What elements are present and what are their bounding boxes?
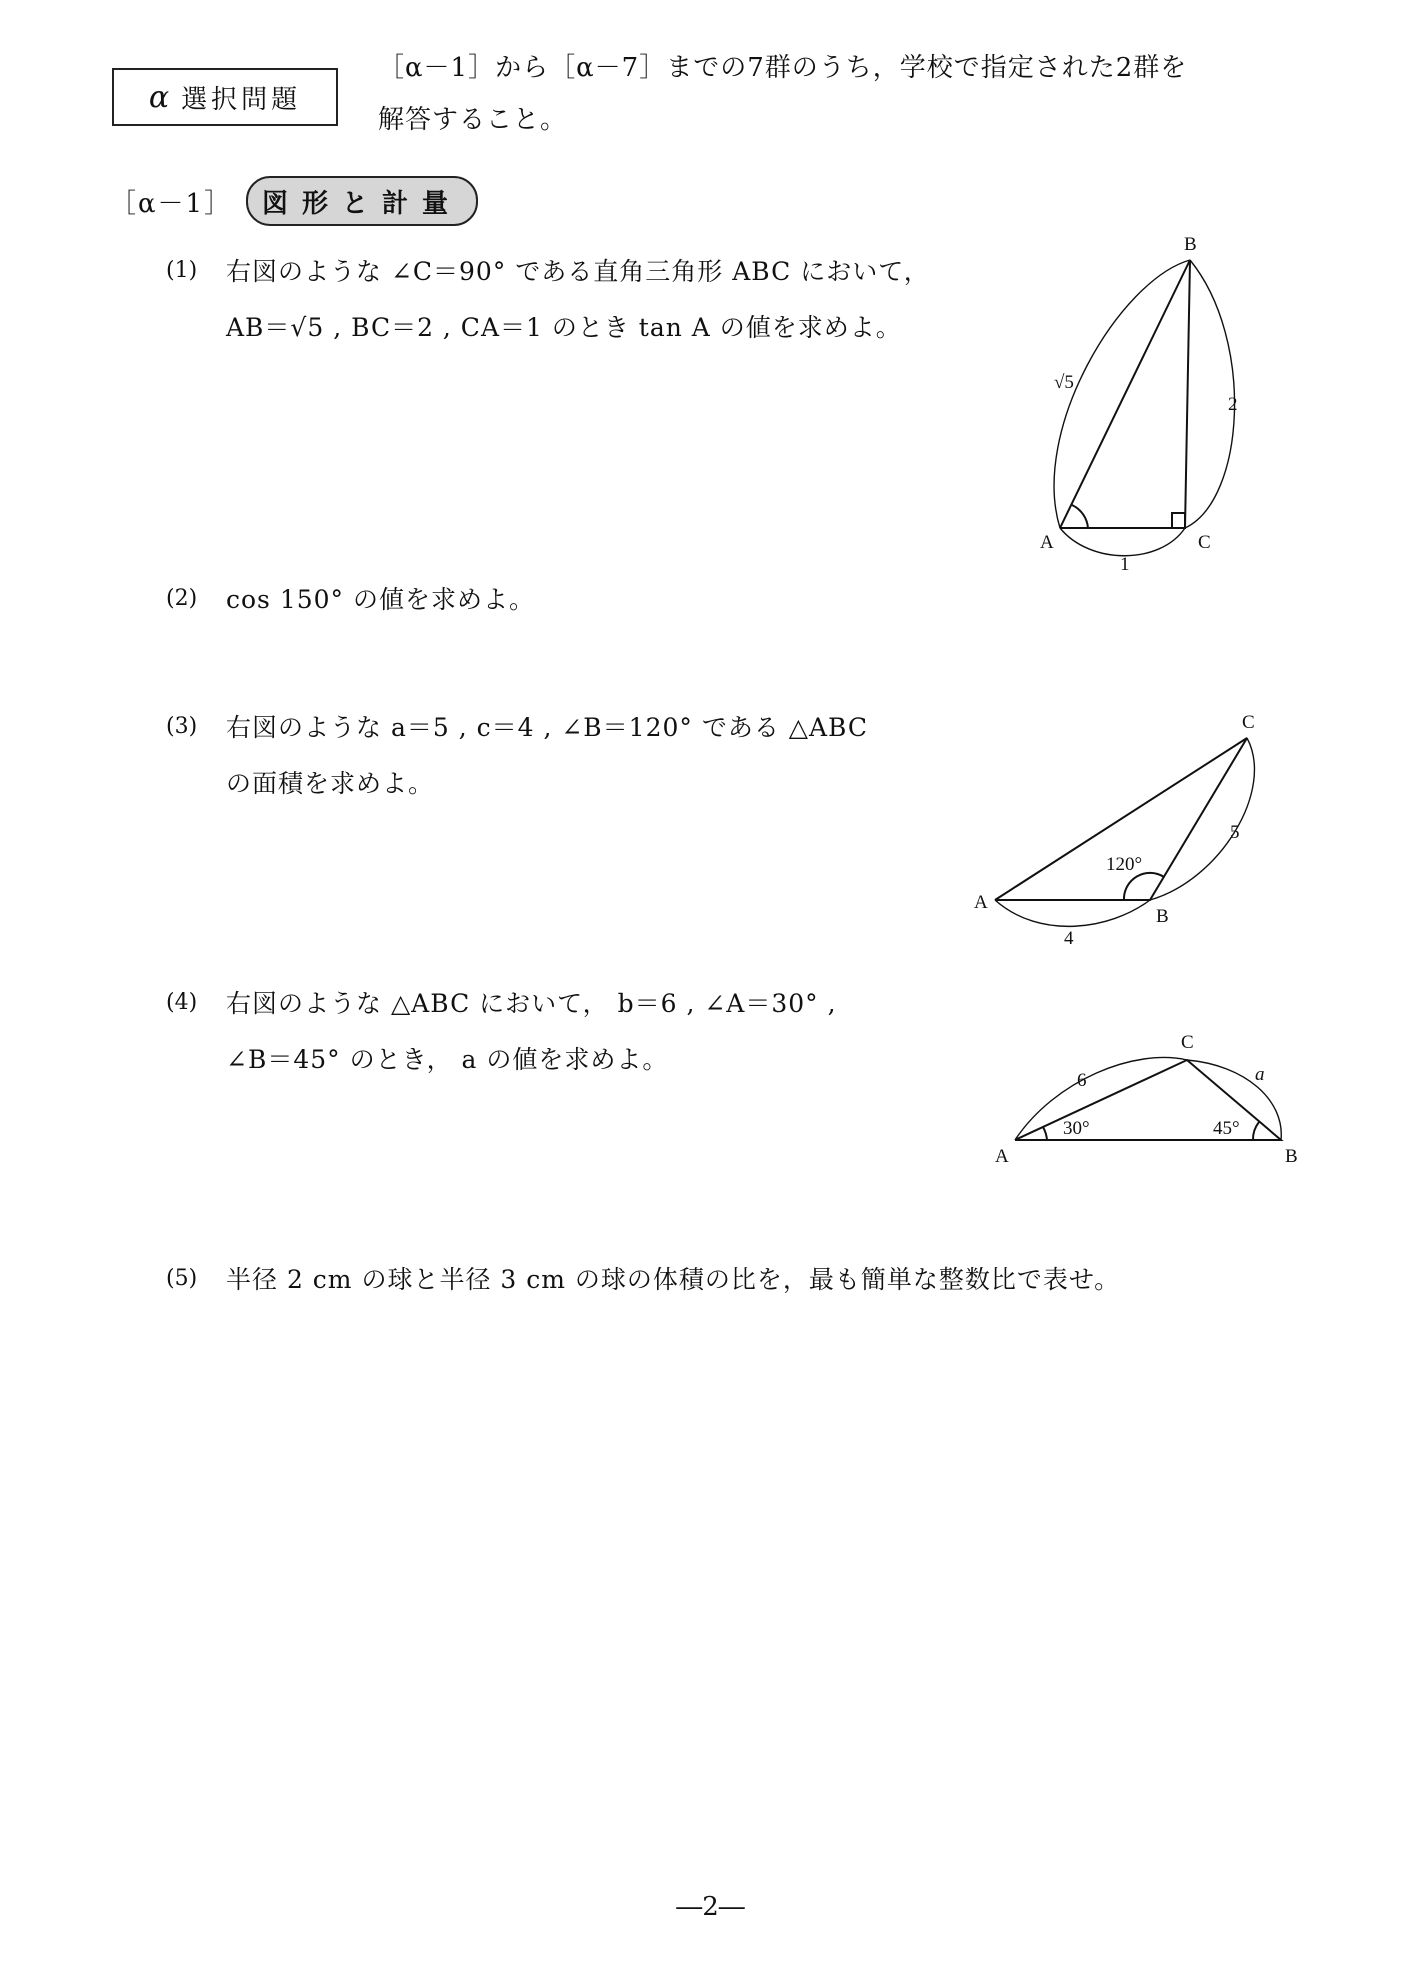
fig4-label-a: A <box>995 1146 1009 1167</box>
page-number: ―2― <box>676 1892 745 1922</box>
fig3-label-ab: 4 <box>1064 928 1074 949</box>
section-id: ［α－1］ <box>110 189 233 219</box>
question-4-text <box>226 976 837 1088</box>
figure-3-obtuse-triangle <box>960 700 1280 960</box>
fig4-angle-a-arc <box>1043 1127 1047 1140</box>
section-label-text: 選択問題 <box>181 84 302 115</box>
question-4-line-2: ∠B＝45° のとき， a の値を求めよ。 <box>226 1045 669 1074</box>
question-5-number: (5) <box>166 1266 198 1291</box>
fig1-label-ca: 1 <box>1120 554 1130 575</box>
fig1-label-ab: √5 <box>1054 372 1074 393</box>
question-3-number: (3) <box>166 714 198 739</box>
question-3-line-2: の面積を求めよ。 <box>226 769 435 798</box>
question-2-number: (2) <box>166 586 198 611</box>
fig3-label-angle-b: 120° <box>1106 854 1143 875</box>
question-4-number: (4) <box>166 990 198 1015</box>
fig1-ca-brace <box>1060 528 1185 556</box>
fig4-label-ac: 6 <box>1077 1070 1087 1091</box>
fig4-triangle <box>1015 1060 1281 1140</box>
alpha-symbol: α <box>148 79 174 115</box>
fig3-label-b: B <box>1156 906 1169 927</box>
question-1-line-2: AB＝√5 , BC＝2 , CA＝1 のとき tan A の値を求めよ。 <box>226 313 902 342</box>
fig1-right-angle-mark <box>1172 513 1185 528</box>
question-1-text <box>226 244 930 356</box>
section-label-box <box>112 68 338 126</box>
fig4-label-b: B <box>1285 1146 1298 1167</box>
fig1-label-a: A <box>1040 532 1054 553</box>
fig1-label-b: B <box>1184 234 1197 255</box>
intro-text <box>378 42 1187 146</box>
fig3-ab-brace <box>995 900 1150 926</box>
fig1-angle-a-arc <box>1072 505 1088 528</box>
fig4-angle-b-arc <box>1253 1122 1259 1140</box>
fig4-label-angle-b: 45° <box>1213 1118 1240 1139</box>
fig3-label-c: C <box>1242 712 1255 733</box>
fig3-label-bc: 5 <box>1230 822 1240 843</box>
figure-4-triangle <box>985 1010 1305 1170</box>
question-2-text: cos 150° の値を求めよ。 <box>226 585 535 614</box>
fig3-label-a: A <box>974 892 988 913</box>
intro-line-2: 解答すること。 <box>378 105 568 135</box>
fig1-label-c: C <box>1198 532 1211 553</box>
figure-1-right-triangle <box>1030 230 1250 590</box>
fig4-label-c: C <box>1181 1032 1194 1053</box>
question-4-line-1: 右図のような △ABC において， b＝6 , ∠A＝30° , <box>226 989 837 1018</box>
fig4-label-bc: a <box>1255 1064 1265 1085</box>
question-1-number: (1) <box>166 258 198 283</box>
fig4-label-angle-a: 30° <box>1063 1118 1090 1139</box>
intro-line-1: ［α－1］から［α－7］までの7群のうち，学校で指定された2群を <box>378 53 1188 83</box>
topic-badge: 図形と計量 <box>246 176 478 226</box>
question-1-line-1: 右図のような ∠C＝90° である直角三角形 ABC において， <box>226 257 930 286</box>
fig1-label-bc: 2 <box>1228 394 1238 415</box>
question-3-line-1: 右図のような a＝5 , c＝4 , ∠B＝120° である △ABC <box>226 713 869 742</box>
fig1-triangle <box>1060 260 1190 528</box>
question-5-text: 半径 2 cm の球と半径 3 cm の球の体積の比を，最も簡単な整数比で表せ。 <box>226 1265 1121 1294</box>
question-3-text <box>226 700 868 812</box>
fig3-triangle <box>995 738 1247 900</box>
